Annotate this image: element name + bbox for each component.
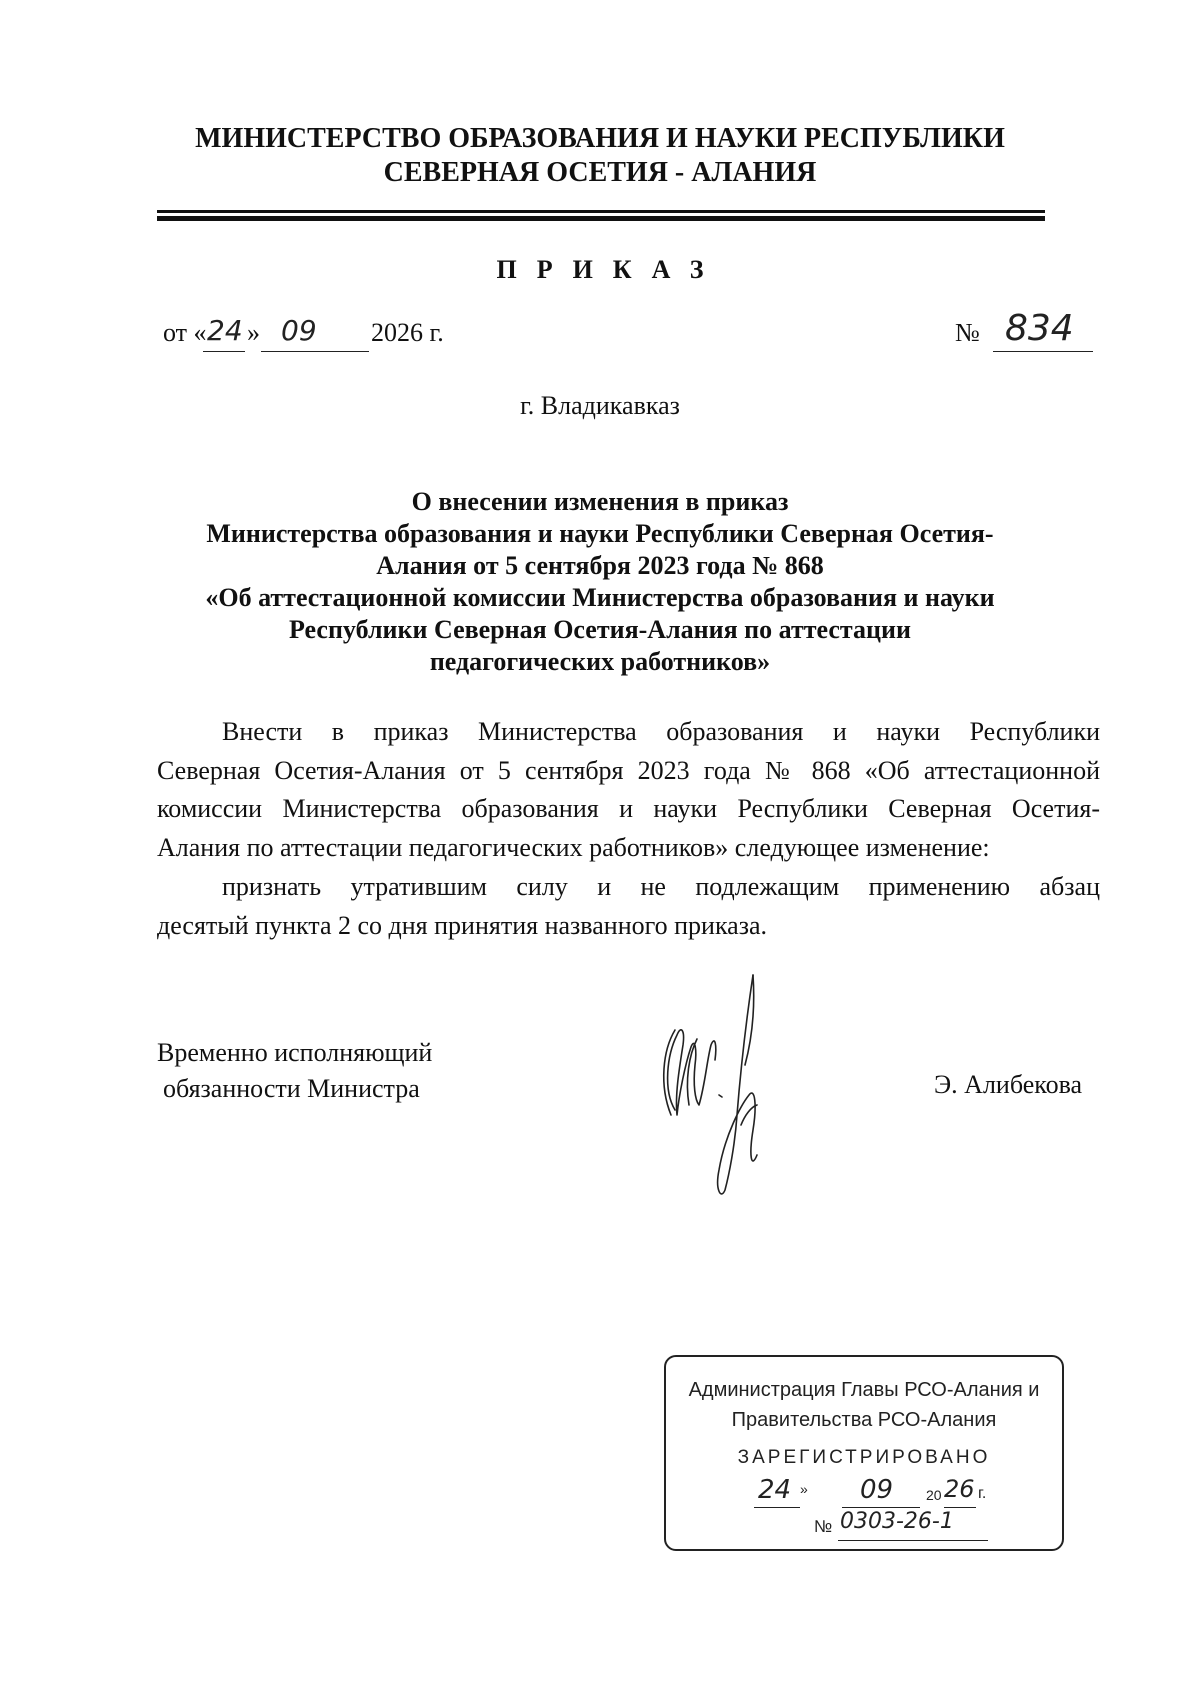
stamp-day-underline: [754, 1507, 800, 1508]
stamp-date: [750, 1475, 1010, 1509]
organization-name-line2: СЕВЕРНАЯ ОСЕТИЯ - АЛАНИЯ: [383, 157, 817, 188]
signatory-role-line2: обязанности Министра: [163, 1074, 420, 1103]
date-prefix: от «: [163, 318, 207, 347]
header-divider-thick: [157, 216, 1045, 221]
signatory-role: [157, 1035, 432, 1107]
document-type-title: ПРИКАЗ: [496, 255, 724, 284]
order-date: [163, 314, 493, 354]
body-line: Внести в приказ Министерства образования и науки Республики: [222, 717, 1100, 746]
subject-line: «Об аттестационной комиссии Министерства образования и науки: [205, 583, 995, 612]
number-underline: [993, 351, 1093, 352]
date-year: 2026 г.: [371, 318, 444, 347]
date-day-handwritten: 24: [207, 314, 243, 347]
city: г. Владикавказ: [520, 391, 680, 420]
date-day-underline: [203, 351, 245, 352]
stamp-line1: Администрация Главы РСО-Алания и: [688, 1379, 1040, 1401]
body-paragraph-2: [157, 868, 1100, 945]
stamp-line2: Правительства РСО-Алания: [731, 1409, 997, 1431]
stamp-year-underline: [944, 1507, 976, 1508]
date-month-handwritten: 09: [281, 314, 317, 347]
body-line: десятый пункта 2 со дня принятия названного приказа.: [157, 910, 768, 940]
stamp-year-suffix: г.: [978, 1485, 987, 1502]
stamp-day-handwritten: 24: [758, 1475, 792, 1505]
subject-line: Министерства образования и науки Республики Северная Осетия-: [206, 519, 994, 548]
number-label: №: [955, 318, 980, 347]
stamp-day-close: »: [800, 1481, 808, 1497]
stamp-month-handwritten: 09: [860, 1475, 894, 1505]
stamp-number-underline: [838, 1540, 988, 1541]
date-day-close: »: [247, 318, 260, 347]
header-divider-thin: [157, 210, 1045, 213]
body-line: Алания по аттестации педагогических работников» следующее изменение:: [157, 832, 990, 862]
subject-line: Республики Северная Осетия-Алания по аттестации: [289, 615, 911, 644]
body-paragraph-1: [157, 713, 1100, 867]
subject-line: О внесении изменения в приказ: [411, 487, 789, 516]
organization-name-line1: МИНИСТЕРСТВО ОБРАЗОВАНИЯ И НАУКИ РЕСПУБЛИКИ: [195, 123, 1005, 154]
order-number: [955, 308, 1095, 354]
subject-line: Алания от 5 сентября 2023 года № 868: [376, 551, 824, 580]
subject-line: педагогических работников»: [429, 647, 771, 676]
order-subject: [160, 486, 1040, 678]
signatory-name: Э. Алибекова: [934, 1070, 1083, 1099]
stamp-registered-label: ЗАРЕГИСТРИРОВАНО: [737, 1447, 991, 1468]
date-month-underline: [261, 351, 369, 352]
stamp-year-handwritten: 26: [944, 1475, 975, 1503]
body-line: комиссии Министерства образования и науки Республики Северная Осетия-: [157, 794, 1100, 823]
stamp-number: [814, 1509, 1014, 1543]
stamp-number-label: №: [814, 1517, 833, 1536]
body-line: признать утратившим силу и не подлежащим применению абзац: [222, 872, 1100, 901]
handwritten-signature: [645, 955, 805, 1205]
number-handwritten: 834: [1005, 308, 1074, 349]
signatory-role-line1: Временно исполняющий: [157, 1038, 433, 1067]
stamp-year-prefix: 20: [926, 1487, 942, 1503]
stamp-number-handwritten: 0303-26-1: [840, 1509, 954, 1534]
stamp-month-underline: [842, 1507, 920, 1508]
body-line: Северная Осетия-Алания от 5 сентября 2023 года № 868 «Об аттестационной: [157, 755, 1100, 785]
registration-stamp: [664, 1355, 1064, 1551]
